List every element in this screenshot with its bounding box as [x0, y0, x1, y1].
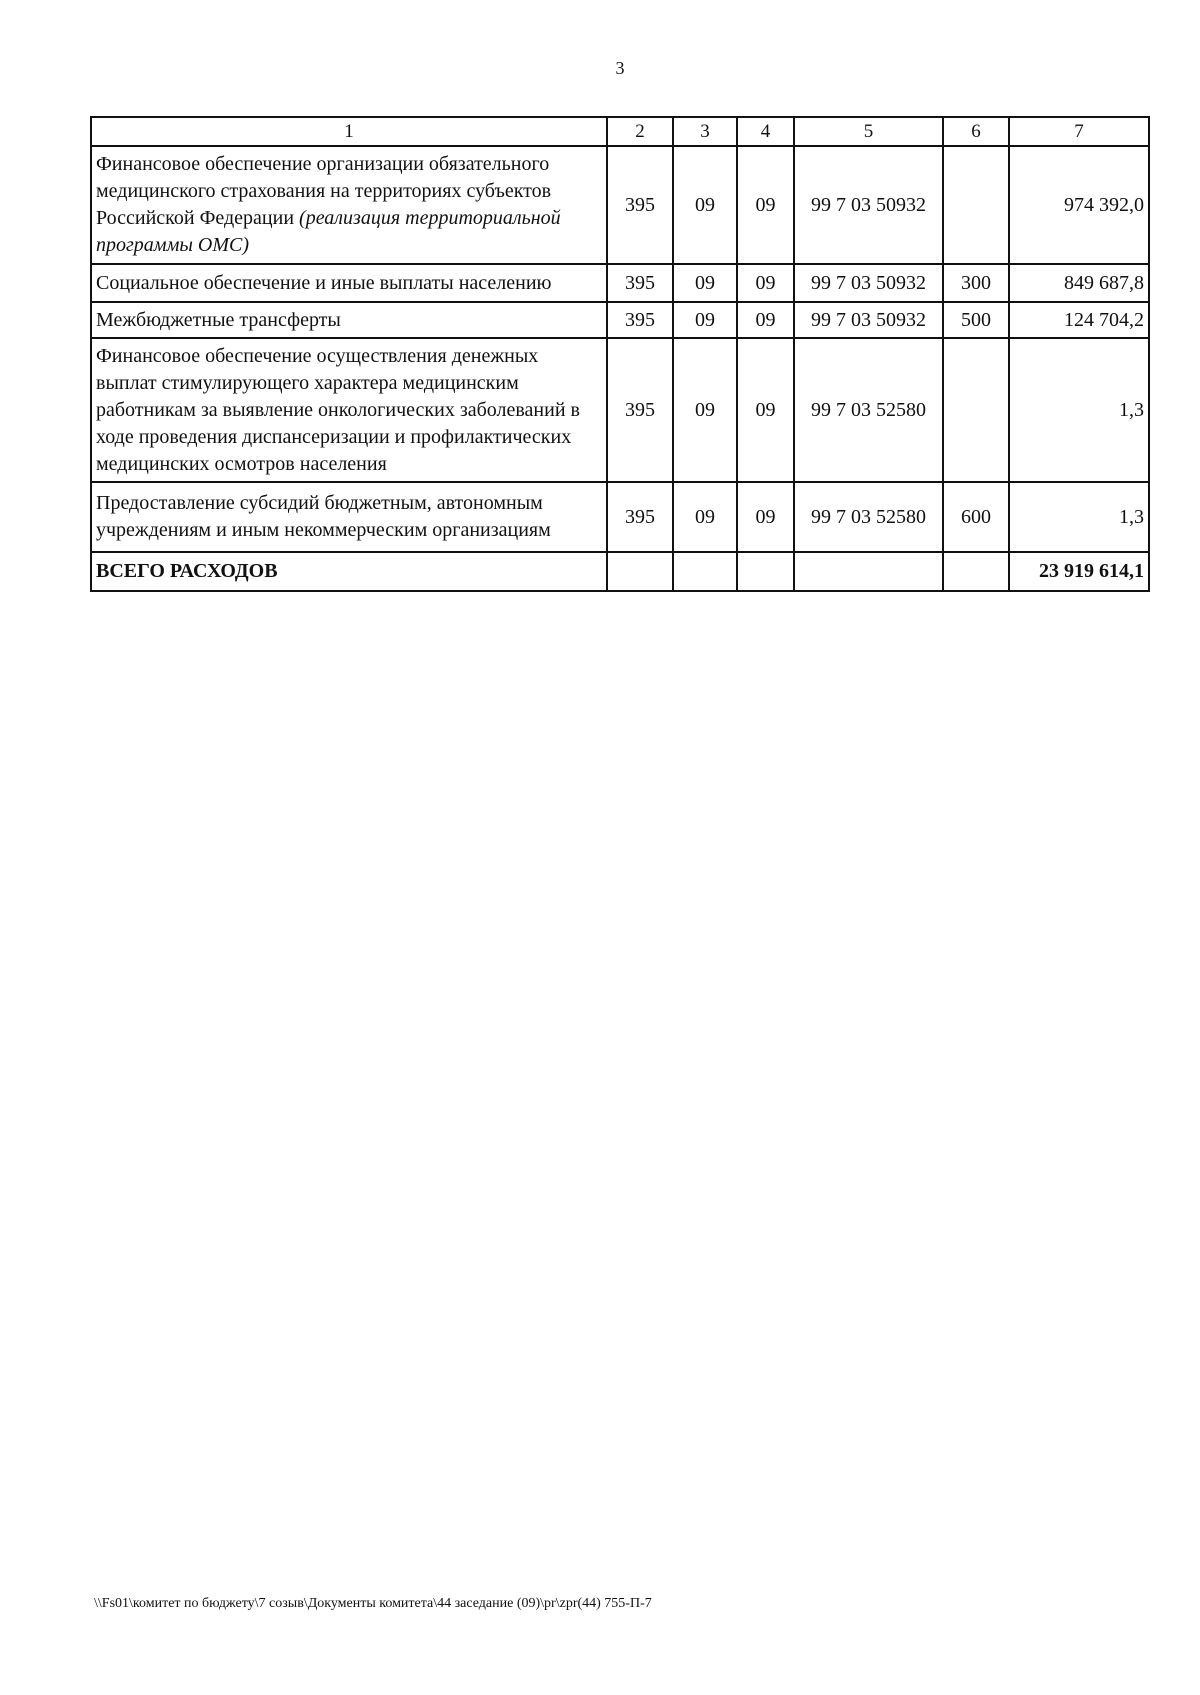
row-name: Социальное обеспечение и иные выплаты населению — [91, 264, 607, 302]
total-empty-cell — [673, 552, 737, 591]
row-code-target: 99 7 03 50932 — [794, 302, 943, 338]
header-col-1: 1 — [91, 117, 607, 146]
row-amount: 124 704,2 — [1009, 302, 1149, 338]
row-code-subsection: 09 — [737, 264, 794, 302]
row-amount: 1,3 — [1009, 338, 1149, 482]
header-col-2: 2 — [607, 117, 673, 146]
header-col-6: 6 — [943, 117, 1009, 146]
row-code-subsection: 09 — [737, 482, 794, 552]
row-code-admin: 395 — [607, 264, 673, 302]
row-code-expense-type: 300 — [943, 264, 1009, 302]
header-col-3: 3 — [673, 117, 737, 146]
table-row — [91, 264, 1149, 302]
row-code-expense-type: 500 — [943, 302, 1009, 338]
row-code-target: 99 7 03 52580 — [794, 338, 943, 482]
row-code-target: 99 7 03 50932 — [794, 264, 943, 302]
row-name: Финансовое обеспечение осуществления денежных выплат стимулирующего характера медицинским работникам за выявление онкологических заболеваний в ходе проведения диспансеризации и профилактических медицинских осмотров населения — [91, 338, 607, 482]
header-col-5: 5 — [794, 117, 943, 146]
row-code-target: 99 7 03 52580 — [794, 482, 943, 552]
table-row — [91, 302, 1149, 338]
row-code-expense-type — [943, 146, 1009, 264]
row-code-section: 09 — [673, 264, 737, 302]
row-code-expense-type: 600 — [943, 482, 1009, 552]
table-header-row — [91, 117, 1149, 146]
row-name: Предоставление субсидий бюджетным, автономным учреждениям и иным некоммерческим организациям — [91, 482, 607, 552]
budget-table — [90, 116, 1150, 592]
row-name: Межбюджетные трансферты — [91, 302, 607, 338]
page-number: 3 — [615, 58, 625, 78]
header-col-4: 4 — [737, 117, 794, 146]
row-code-section: 09 — [673, 338, 737, 482]
row-name-text: Финансовое обеспечение организации обязательного медицинского страхования на территориях субъектов Российской Федерации — [96, 153, 552, 229]
row-code-admin: 395 — [607, 338, 673, 482]
total-empty-cell — [794, 552, 943, 591]
total-amount: 23 919 614,1 — [1009, 552, 1149, 591]
row-code-section: 09 — [673, 302, 737, 338]
row-code-subsection: 09 — [737, 302, 794, 338]
total-row — [91, 552, 1149, 591]
total-empty-cell — [607, 552, 673, 591]
total-label: ВСЕГО РАСХОДОВ — [91, 552, 607, 591]
table-row — [91, 338, 1149, 482]
row-amount: 1,3 — [1009, 482, 1149, 552]
row-amount: 849 687,8 — [1009, 264, 1149, 302]
row-code-admin: 395 — [607, 146, 673, 264]
footer-file-path: \\Fs01\комитет по бюджету\7 созыв\Документы комитета\44 заседание (09)\pr\zpr(44) 755-П-7 — [94, 1596, 652, 1611]
row-code-expense-type — [943, 338, 1009, 482]
row-code-target: 99 7 03 50932 — [794, 146, 943, 264]
row-name-italic: (реализация территориальной программы ОМС) — [96, 207, 561, 256]
total-empty-cell — [737, 552, 794, 591]
row-code-section: 09 — [673, 482, 737, 552]
table-row — [91, 482, 1149, 552]
row-code-admin: 395 — [607, 302, 673, 338]
row-name — [91, 146, 607, 264]
row-code-subsection: 09 — [737, 338, 794, 482]
row-code-section: 09 — [673, 146, 737, 264]
header-col-7: 7 — [1009, 117, 1149, 146]
total-empty-cell — [943, 552, 1009, 591]
row-code-admin: 395 — [607, 482, 673, 552]
row-amount: 974 392,0 — [1009, 146, 1149, 264]
row-code-subsection: 09 — [737, 146, 794, 264]
table-row — [91, 146, 1149, 264]
